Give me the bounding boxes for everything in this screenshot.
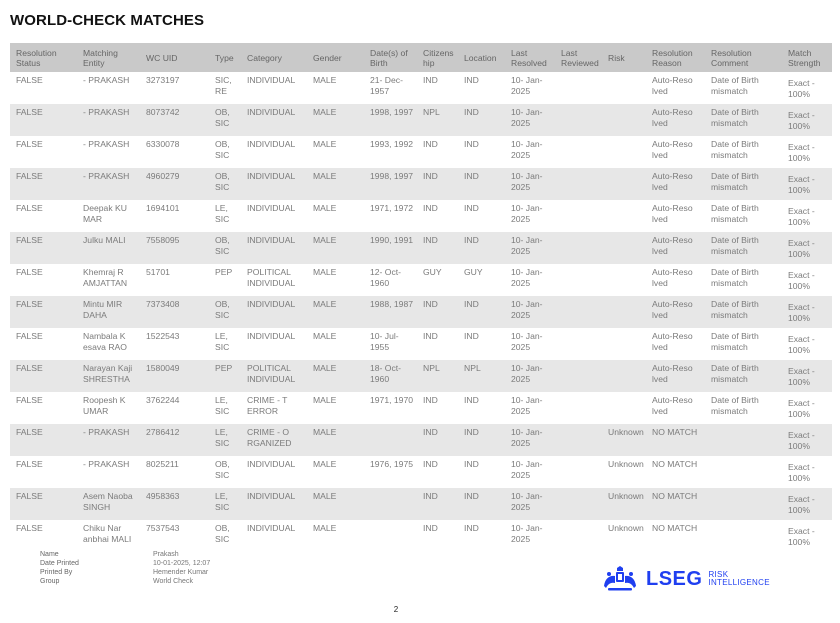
cell-last-resolved: 10- Jan-2025 [511,395,543,416]
cell-reason: Auto-Reso lved [652,331,693,352]
cell-risk [602,296,646,328]
cell-comment: Date of Birth mismatch [705,104,782,136]
cell-dob: 10- Jul-1955 [370,331,399,352]
cell-strength: Exact - 100% [782,104,832,136]
metadata-row [40,559,210,568]
cell-last-reviewed [555,456,602,488]
cell-uid: 7373408 [140,296,209,328]
table-row [10,392,832,424]
cell-reason: NO MATCH [646,424,705,456]
cell-category: INDIVIDUAL [247,203,296,213]
cell-status: FALSE [16,459,43,469]
cell-type: LE, SIC [209,424,241,456]
cell-type: OB, SIC [215,523,230,544]
metadata-label: Name [40,551,59,558]
metadata-row [40,568,210,577]
logo-subtitle-line2: INTELLIGENCE [708,578,770,587]
cell-dob: 1971, 1972 [370,203,414,213]
cell-gender: MALE [313,395,337,405]
cell-comment [705,520,782,552]
cell-gender: MALE [307,232,364,264]
table-row [10,360,832,392]
cell-gender: MALE [313,203,337,213]
cell-gender: MALE [313,139,337,149]
column-header-location: Location [458,43,505,72]
cell-type: OB, SIC [209,232,241,264]
cell-last-resolved: 10- Jan-2025 [505,488,555,520]
cell-location: IND [464,331,479,341]
crest-icon [600,566,640,592]
page-number: 2 [393,605,399,614]
cell-last-reviewed [555,520,602,552]
cell-location: IND [458,488,505,520]
cell-comment [705,488,782,520]
cell-type: LE, SIC [209,488,241,520]
cell-gender: MALE [307,360,364,392]
cell-strength: Exact - 100% [788,270,815,291]
cell-gender: MALE [307,296,364,328]
cell-reason: Auto-Reso lved [652,75,693,96]
cell-comment [705,456,782,488]
cell-entity: - PRAKASH [83,75,130,85]
cell-comment: Date of Birth mismatch [711,203,759,224]
cell-strength: Exact - 100% [788,526,815,547]
table-row [10,264,832,296]
cell-location: IND [458,296,505,328]
table-header-row [10,43,832,72]
table-row [10,136,832,168]
cell-gender: MALE [313,75,337,85]
metadata-value: 10-01-2025, 12:07 [153,560,211,567]
cell-last-reviewed [555,72,602,104]
cell-risk [602,328,646,360]
cell-risk [602,72,646,104]
column-header-gender: Gender [307,43,364,72]
cell-dob: 1993, 1992 [370,139,414,149]
cell-citizenship: GUY [423,267,442,277]
cell-category: INDIVIDUAL [241,104,307,136]
cell-last-resolved: 10- Jan-2025 [511,75,543,96]
cell-comment: Date of Birth mismatch [711,75,759,96]
cell-risk [602,104,646,136]
lseg-logo [600,566,770,592]
cell-category: POLITICAL INDIVIDUAL [247,267,296,288]
table-body [10,72,832,552]
column-header-last-reviewed: Last Reviewed [555,43,602,72]
cell-entity: - PRAKASH [77,104,140,136]
cell-entity: Deepak KU MAR [83,203,127,224]
cell-uid: 7537543 [146,523,180,533]
cell-location: NPL [458,360,505,392]
cell-last-reviewed [555,168,602,200]
cell-gender: MALE [313,331,337,341]
cell-status: FALSE [16,331,43,341]
cell-type: OB, SIC [215,139,230,160]
cell-uid: 3273197 [146,75,180,85]
cell-risk [602,168,646,200]
cell-status: FALSE [16,267,43,277]
cell-last-reviewed [555,488,602,520]
cell-status: FALSE [16,203,43,213]
column-header-category: Category [241,43,307,72]
cell-gender: MALE [307,424,364,456]
cell-reason: Auto-Reso lved [646,360,705,392]
table-row [10,232,832,264]
cell-risk [602,392,646,424]
cell-last-resolved: 10- Jan-2025 [511,331,543,352]
matches-table [10,43,832,552]
cell-location: IND [464,459,479,469]
cell-entity: Chiku Nar anbhai MALI [83,523,132,544]
cell-citizenship: IND [417,168,458,200]
cell-risk [602,360,646,392]
cell-comment [705,424,782,456]
cell-dob: 18- Oct-1960 [364,360,417,392]
cell-comment: Date of Birth mismatch [711,331,759,352]
cell-strength: Exact - 100% [782,424,832,456]
cell-citizenship: IND [423,75,438,85]
cell-status: FALSE [10,360,77,392]
cell-last-resolved: 10- Jan-2025 [511,523,543,544]
cell-location: IND [464,395,479,405]
cell-status: FALSE [10,424,77,456]
cell-type: OB, SIC [209,104,241,136]
cell-risk: Unknown [608,523,644,533]
cell-last-resolved: 10- Jan-2025 [511,203,543,224]
cell-citizenship: IND [423,139,438,149]
cell-last-resolved: 10- Jan-2025 [505,296,555,328]
cell-dob [364,488,417,520]
cell-last-reviewed [555,136,602,168]
cell-reason: Auto-Reso lved [652,203,693,224]
table-row [10,456,832,488]
cell-dob: 1998, 1997 [364,168,417,200]
cell-last-resolved: 10- Jan-2025 [511,139,543,160]
cell-risk: Unknown [602,488,646,520]
cell-entity: Julku MALI [77,232,140,264]
cell-type: LE, SIC [215,203,230,224]
cell-location: IND [458,232,505,264]
table-row [10,72,832,104]
cell-risk: Unknown [608,459,644,469]
column-header-status: Resolution Status [10,43,77,72]
cell-reason: Auto-Reso lved [652,395,693,416]
column-header-comment: Resolution Comment [705,43,782,72]
cell-last-resolved: 10- Jan-2025 [505,424,555,456]
metadata-value: Prakash [153,551,179,558]
cell-location: IND [464,203,479,213]
cell-status: FALSE [16,395,43,405]
cell-strength: Exact - 100% [782,488,832,520]
cell-risk: Unknown [602,424,646,456]
column-header-citizenship: Citizens hip [417,43,458,72]
cell-location: IND [464,139,479,149]
cell-uid: 1580049 [140,360,209,392]
cell-category: INDIVIDUAL [247,331,296,341]
metadata-label: Printed By [40,569,73,576]
cell-dob [364,520,417,552]
cell-category: INDIVIDUAL [241,488,307,520]
cell-comment: Date of Birth mismatch [705,232,782,264]
cell-entity: Asem Naoba SINGH [77,488,140,520]
cell-category: INDIVIDUAL [241,232,307,264]
cell-dob [364,424,417,456]
cell-type: OB, SIC [209,296,241,328]
cell-last-resolved: 10- Jan-2025 [505,168,555,200]
cell-citizenship: NPL [417,104,458,136]
cell-uid: 2786412 [140,424,209,456]
metadata-row [40,577,210,586]
cell-type: PEP [215,267,233,277]
cell-last-reviewed [555,328,602,360]
cell-status: FALSE [16,75,43,85]
cell-last-resolved: 10- Jan-2025 [505,360,555,392]
cell-type: OB, SIC [215,459,230,480]
cell-entity: Roopesh K UMAR [83,395,126,416]
cell-location: IND [458,424,505,456]
cell-strength: Exact - 100% [782,296,832,328]
cell-last-resolved: 10- Jan-2025 [511,267,543,288]
cell-strength: Exact - 100% [788,462,815,483]
cell-entity: Khemraj R AMJATTAN [83,267,128,288]
cell-risk [602,264,646,296]
cell-citizenship: IND [423,203,438,213]
cell-citizenship: IND [423,395,438,405]
table-row [10,424,832,456]
cell-uid: 4958363 [140,488,209,520]
cell-status: FALSE [10,232,77,264]
column-header-risk: Risk [602,43,646,72]
cell-uid: 6330078 [146,139,180,149]
cell-reason: Auto-Reso lved [646,232,705,264]
cell-gender: MALE [307,488,364,520]
column-header-entity: Matching Entity [77,43,140,72]
cell-uid: 8025211 [146,459,179,469]
cell-type: PEP [209,360,241,392]
cell-last-reviewed [555,392,602,424]
cell-entity: - PRAKASH [77,168,140,200]
column-header-dob: Date(s) of Birth [364,43,417,72]
cell-uid: 8073742 [140,104,209,136]
cell-strength: Exact - 100% [788,334,815,355]
cell-last-resolved: 10- Jan-2025 [505,232,555,264]
cell-type: LE, SIC [215,395,230,416]
cell-category: CRIME - O RGANIZED [241,424,307,456]
cell-citizenship: IND [423,523,438,533]
cell-last-resolved: 10- Jan-2025 [505,104,555,136]
cell-citizenship: IND [423,459,438,469]
cell-status: FALSE [16,523,43,533]
cell-uid: 3762244 [146,395,180,405]
cell-last-reviewed [555,296,602,328]
logo-subtitle [708,571,769,587]
column-header-strength: Match Strength [782,43,832,72]
cell-type: LE, SIC [215,331,230,352]
cell-reason: Auto-Reso lved [646,296,705,328]
cell-category: INDIVIDUAL [241,168,307,200]
cell-dob: 1998, 1997 [364,104,417,136]
table-row [10,168,832,200]
cell-last-reviewed [555,232,602,264]
column-header-reason: Resolution Reason [646,43,705,72]
cell-gender: MALE [307,168,364,200]
cell-last-reviewed [555,360,602,392]
metadata-label: Group [40,578,60,585]
cell-category: INDIVIDUAL [247,139,296,149]
cell-uid: 1694101 [146,203,180,213]
cell-citizenship: IND [417,488,458,520]
cell-location: IND [464,75,479,85]
cell-last-resolved: 10- Jan-2025 [511,459,543,480]
cell-type: SIC, RE [215,75,232,96]
column-header-last-resolved: Last Resolved [505,43,555,72]
cell-uid: 1522543 [146,331,180,341]
cell-entity: - PRAKASH [83,139,130,149]
cell-location: IND [458,168,505,200]
cell-comment: Date of Birth mismatch [711,267,759,288]
cell-reason: Auto-Reso lved [646,104,705,136]
cell-entity: - PRAKASH [77,424,140,456]
cell-dob: 12- Oct-1960 [370,267,402,288]
column-header-uid: WC UID [140,43,209,72]
cell-dob: 1988, 1987 [364,296,417,328]
cell-type: OB, SIC [209,168,241,200]
cell-strength: Exact - 100% [788,206,815,227]
cell-gender: MALE [307,104,364,136]
cell-reason: Auto-Reso lved [652,267,693,288]
cell-comment: Date of Birth mismatch [705,168,782,200]
page-title: WORLD-CHECK MATCHES [10,12,205,29]
cell-comment: Date of Birth mismatch [711,395,759,416]
cell-reason: NO MATCH [652,459,698,469]
cell-category: INDIVIDUAL [241,296,307,328]
cell-risk [602,232,646,264]
cell-last-reviewed [555,424,602,456]
cell-uid: 4960279 [140,168,209,200]
cell-strength: Exact - 100% [782,360,832,392]
cell-location: IND [458,104,505,136]
cell-entity: Narayan Kaji SHRESTHA [77,360,140,392]
cell-status: FALSE [16,139,43,149]
cell-dob: 1976, 1975 [370,459,414,469]
table-row [10,520,832,552]
cell-last-reviewed [555,200,602,232]
cell-category: INDIVIDUAL [247,523,296,533]
cell-strength: Exact - 100% [788,142,815,163]
table-row [10,104,832,136]
cell-risk [602,200,646,232]
logo-brand: LSEG [646,567,703,590]
cell-citizenship: IND [417,424,458,456]
cell-reason: Auto-Reso lved [652,139,693,160]
cell-category: POLITICAL INDIVIDUAL [241,360,307,392]
cell-reason: Auto-Reso lved [646,168,705,200]
cell-citizenship: IND [423,331,438,341]
cell-entity: Mintu MIR DAHA [77,296,140,328]
metadata-row [40,550,210,559]
cell-dob: 1971, 1970 [370,395,414,405]
cell-gender: MALE [313,267,337,277]
cell-gender: MALE [313,459,337,469]
cell-reason: NO MATCH [652,523,698,533]
cell-dob: 1990, 1991 [364,232,417,264]
cell-status: FALSE [10,104,77,136]
metadata-value: World Check [153,578,193,585]
cell-last-reviewed [555,264,602,296]
cell-comment: Date of Birth mismatch [705,360,782,392]
cell-strength: Exact - 100% [788,78,815,99]
table-row [10,296,832,328]
cell-category: CRIME - T ERROR [247,395,288,416]
column-header-type: Type [209,43,241,72]
cell-dob: 21- Dec-1957 [370,75,403,96]
cell-status: FALSE [10,296,77,328]
table-row [10,200,832,232]
cell-gender: MALE [313,523,337,533]
cell-status: FALSE [10,168,77,200]
cell-last-reviewed [555,104,602,136]
metadata-label: Date Printed [40,560,79,567]
cell-entity: Nambala K esava RAO [83,331,127,352]
cell-comment: Date of Birth mismatch [711,139,759,160]
cell-status: FALSE [10,488,77,520]
metadata-value: Hemender Kumar [153,569,209,576]
cell-entity: - PRAKASH [83,459,130,469]
cell-category: INDIVIDUAL [247,75,296,85]
print-metadata [40,550,210,586]
cell-comment: Date of Birth mismatch [705,296,782,328]
table-row [10,328,832,360]
logo-subtitle-line1: RISK [708,570,729,579]
cell-location: GUY [464,267,483,277]
table-row [10,488,832,520]
cell-uid: 7558095 [140,232,209,264]
cell-risk [602,136,646,168]
cell-reason: NO MATCH [646,488,705,520]
cell-category: INDIVIDUAL [247,459,296,469]
cell-citizenship: NPL [417,360,458,392]
cell-strength: Exact - 100% [782,168,832,200]
cell-location: IND [464,523,479,533]
cell-citizenship: IND [417,296,458,328]
cell-citizenship: IND [417,232,458,264]
cell-strength: Exact - 100% [788,398,815,419]
cell-uid: 51701 [146,267,170,277]
cell-strength: Exact - 100% [782,232,832,264]
